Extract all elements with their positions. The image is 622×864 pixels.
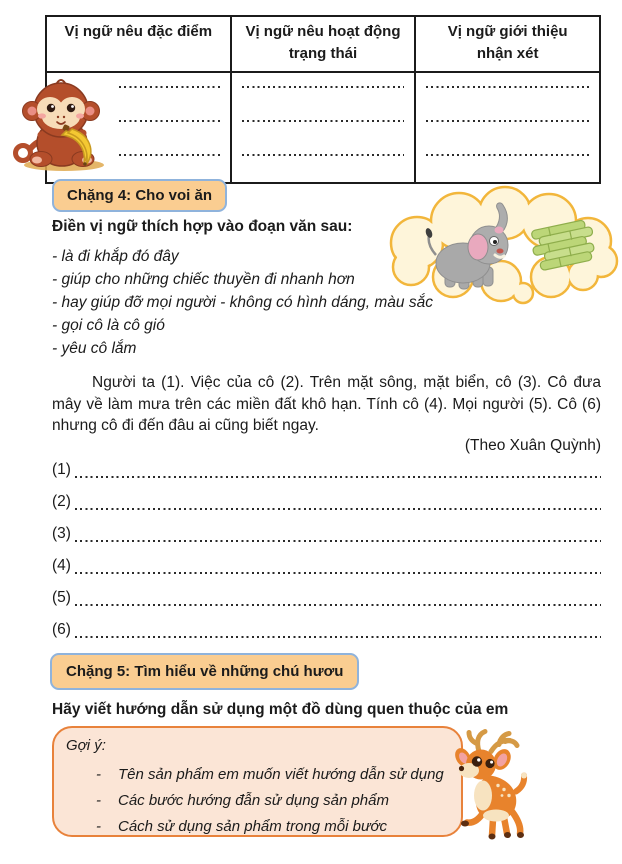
hint-box [52, 726, 463, 837]
table-header-dac-diem: Vị ngữ nêu đặc điểm [46, 16, 231, 72]
section5-prompt: Hãy viết hướng dẫn sử dụng một đồ dùng quen thuộc của em [52, 701, 509, 718]
hint-item [66, 762, 461, 788]
answer-line-6 [52, 615, 601, 647]
blank-dotted-line [119, 154, 220, 156]
predicate-options-list [52, 245, 433, 360]
hint-bullet: - [96, 792, 101, 809]
answer-dotted-line [75, 508, 601, 510]
hint-title: Gợi ý: [66, 737, 106, 754]
option-item: - hay giúp đỡ mọi người - không có hình dáng, màu sắc [52, 294, 433, 311]
answer-line-5 [52, 583, 601, 615]
hint-text: Tên sản phẩm em muốn viết hướng dẫn sử dụng [118, 766, 444, 783]
hint-bullet: - [96, 766, 101, 783]
blank-dotted-line [242, 120, 405, 122]
answer-dotted-line [75, 636, 601, 638]
blank-dotted-line [242, 154, 405, 156]
answer-label: (5) [52, 589, 71, 606]
answer-dotted-line [75, 476, 601, 478]
answer-label: (1) [52, 461, 71, 478]
monkey-bananas-illustration [10, 78, 112, 172]
table-body-row [46, 72, 600, 183]
table-header-hoat-dong: Vị ngữ nêu hoạt động trạng thái [231, 16, 416, 72]
answer-dotted-line [75, 604, 601, 606]
hint-text: Các bước hướng đẫn sử dụng sản phẩm [118, 792, 389, 809]
answer-lines [52, 455, 601, 647]
table-header-row [46, 16, 600, 72]
hint-bullet: - [96, 818, 101, 835]
elephant-sugarcane-cloud-illustration [383, 185, 622, 307]
hint-text: Cách sử dụng sản phẩm trong mỗi bước [118, 818, 388, 835]
table-header-gioi-thieu: Vị ngữ giới thiệu nhận xét [415, 16, 600, 72]
blank-dotted-line [119, 86, 220, 88]
passage-attribution: (Theo Xuân Quỳnh) [464, 437, 601, 454]
blank-dotted-line [426, 86, 589, 88]
blank-dotted-line [242, 86, 405, 88]
answer-label: (4) [52, 557, 71, 574]
option-item: - yêu cô lắm [52, 340, 137, 357]
answer-line-1 [52, 455, 601, 487]
predicate-types-table [45, 15, 601, 184]
passage-paragraph: Người ta (1). Việc của cô (2). Trên mặt sông, mặt biển, cô (3). Cô đưa mây về làm mưa trên các miền đất khô hạn. Tính cô (4). Mọi người (5). Cô (6) nhưng cô đi đến đâu ai cũng biết ngay. [52, 374, 601, 434]
answer-line-2 [52, 487, 601, 519]
section4-prompt: Điền vị ngữ thích hợp vào đoạn văn sau: [52, 218, 353, 235]
table-blank-cell [231, 72, 416, 183]
answer-label: (3) [52, 525, 71, 542]
deer-illustration [446, 727, 540, 843]
hint-item [66, 814, 461, 840]
blank-dotted-line [426, 120, 589, 122]
table-blank-cell [415, 72, 600, 183]
option-item: - là đi khắp đó đây [52, 248, 179, 265]
hint-item [66, 788, 461, 814]
option-item: - giúp cho những chiếc thuyền đi nhanh hơn [52, 271, 355, 288]
answer-label: (6) [52, 621, 71, 638]
section4-badge: Chặng 4: Cho voi ăn [52, 179, 227, 212]
answer-line-4 [52, 551, 601, 583]
blank-dotted-line [426, 154, 589, 156]
answer-label: (2) [52, 493, 71, 510]
answer-line-3 [52, 519, 601, 551]
option-item: - gọi cô là cô gió [52, 317, 165, 334]
section5-badge: Chặng 5: Tìm hiểu về những chú hươu [50, 653, 359, 690]
hint-list [66, 762, 461, 840]
answer-dotted-line [75, 540, 601, 542]
answer-dotted-line [75, 572, 601, 574]
blank-dotted-line [119, 120, 220, 122]
